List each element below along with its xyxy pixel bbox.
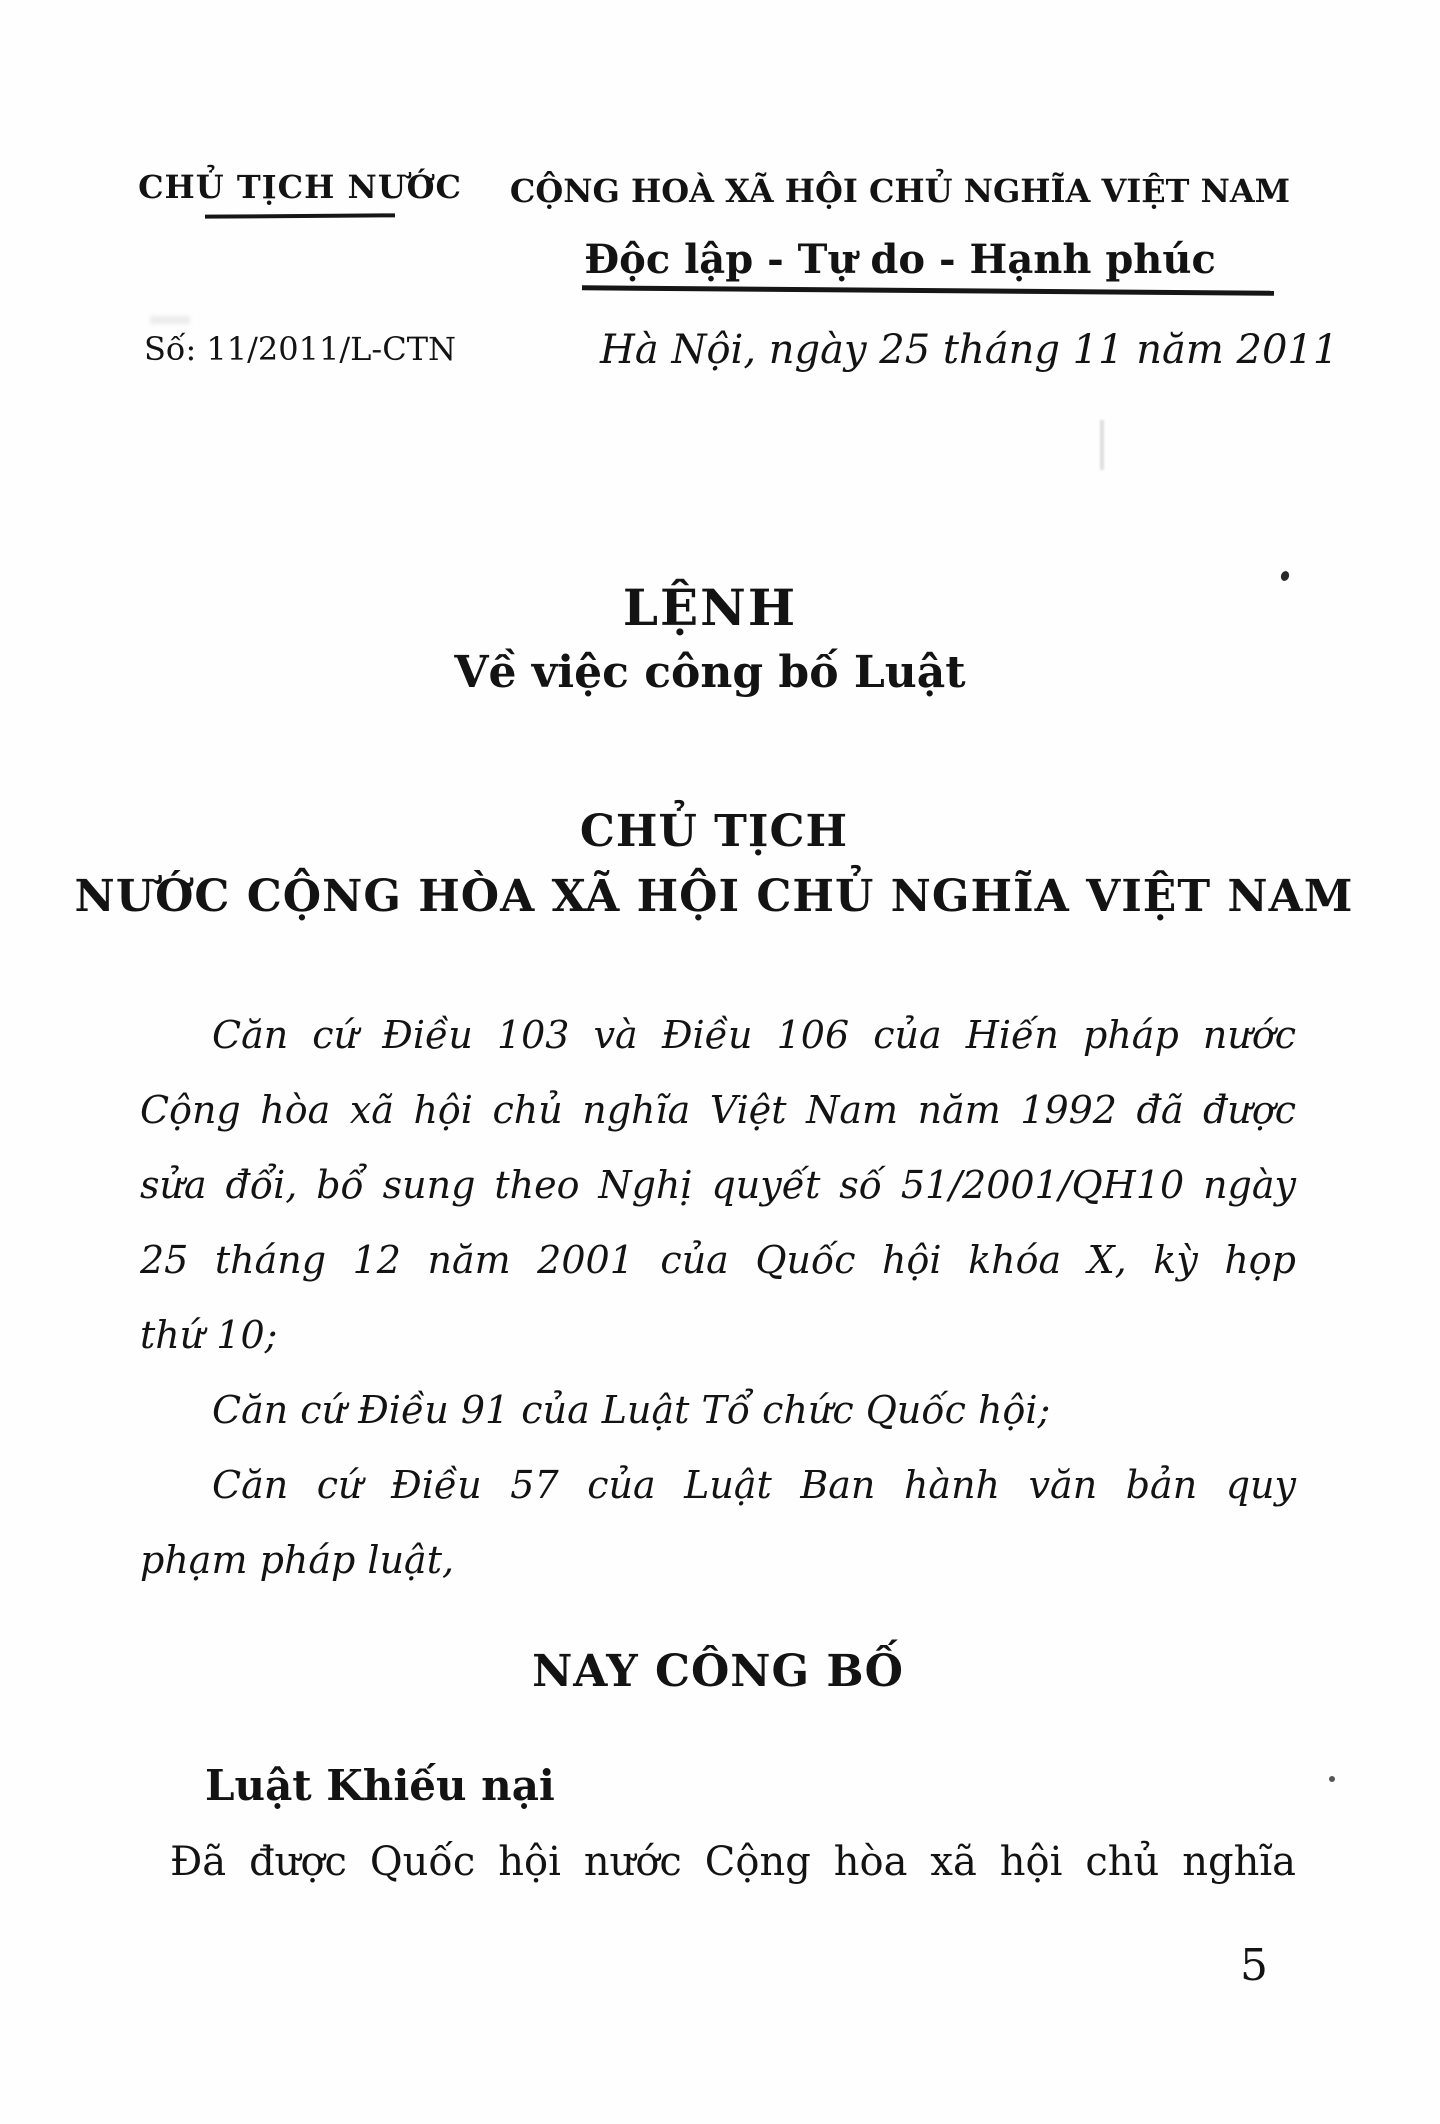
body-line: 25 tháng 12 năm 2001 của Quốc hội khóa X, kỳ họp [140,1238,1296,1282]
issuing-authority: CHỦ TỊCH NƯỚC [138,168,462,206]
national-motto: Độc lập - Tự do - Hạnh phúc [584,236,1216,283]
scan-smudge [150,316,190,324]
issuer-country: NƯỚC CỘNG HÒA XÃ HỘI CHỦ NGHĨA VIỆT NAM [74,871,1354,922]
document-number: Số: 11/2011/L-CTN [143,330,457,368]
place-date-line: Hà Nội, ngày 25 tháng 11 năm 2011 [600,327,1339,373]
document-title-block [0,578,1420,698]
body-line: Căn cứ Điều 91 của Luật Tổ chức Quốc hội; [212,1388,1051,1432]
body-line: Căn cứ Điều 57 của Luật Ban hành văn bản quy [212,1463,1296,1507]
body-line: Căn cứ Điều 103 và Điều 106 của Hiến pháp nước [212,1013,1296,1057]
body-line: sửa đổi, bổ sung theo Nghị quyết số 51/2001/QH10 ngày [140,1163,1296,1207]
issuer-title: CHỦ TỊCH [579,806,849,857]
issuer-heading-block [0,806,1428,922]
document-body [140,998,1296,1892]
scan-speck [1329,1776,1335,1782]
body-line: Cộng hòa xã hội chủ nghĩa Việt Nam năm 1992 đã được [140,1088,1296,1132]
scan-smudge [1100,420,1104,470]
law-name: Luật Khiếu nại [205,1761,555,1810]
proclamation-heading: NAY CÔNG BỐ [532,1646,904,1697]
document-title: LỆNH [622,578,798,637]
page-number: 5 [1240,1940,1268,1991]
country-name: CỘNG HOÀ XÃ HỘI CHỦ NGHĨA VIỆT NAM [509,172,1291,210]
issuing-authority-block [100,168,500,218]
national-heading-block [480,172,1339,373]
body-line: thứ 10; [140,1313,278,1357]
closing-line: Đã được Quốc hội nước Cộng hòa xã hội chủ nghĩa [170,1839,1296,1885]
body-line: phạm pháp luật, [140,1538,455,1582]
authority-underline-rule [205,213,395,218]
document-subtitle: Về việc công bố Luật [454,647,966,698]
